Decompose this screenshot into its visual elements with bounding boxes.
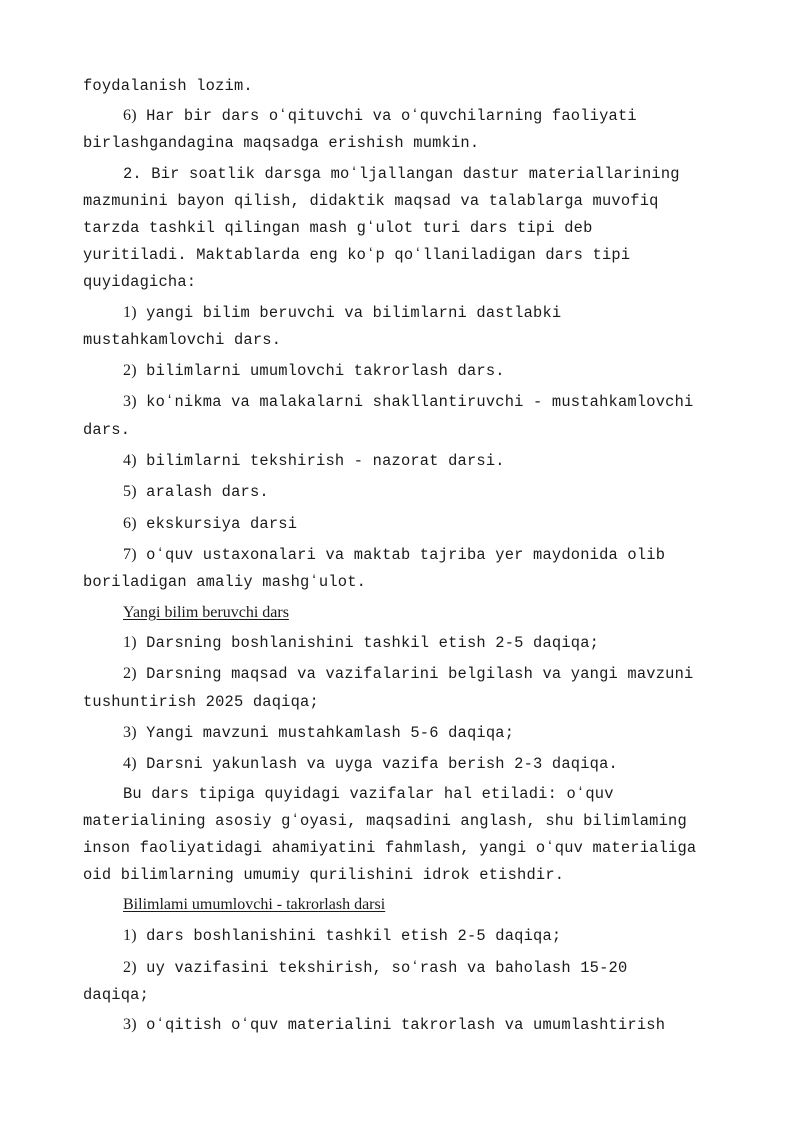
list-item-text: oʻqitish oʻquv materialini takrorlash va umumlashtirish: [146, 1016, 666, 1034]
list-item-text: bilimlarni umumlovchi takrorlash dars.: [146, 362, 505, 380]
list-item: [123, 361, 505, 381]
paragraph-line: Bu dars tipiga quyidagi vazifalar hal etiladi: oʻquv: [123, 785, 614, 803]
list-number: 1): [123, 304, 137, 321]
section-heading: Bilimlami umumlovchi - takrorlash darsi: [123, 896, 386, 913]
list-item: [123, 1015, 665, 1035]
list-item-text: Darsning maqsad va vazifalarini belgilash va yangi mavzuni: [146, 665, 694, 683]
paragraph-line: daqiqa;: [83, 986, 150, 1004]
list-number: 2): [123, 665, 137, 682]
list-number: 4): [123, 755, 137, 772]
list-item-text: Darsni yakunlash va uyga vazifa berish 2-3 daqiqa.: [146, 755, 618, 773]
list-number: 2): [123, 362, 137, 379]
paragraph-line: dars.: [83, 421, 131, 439]
list-item-text: yangi bilim beruvchi va bilimlarni dastlabki: [146, 304, 562, 322]
list-item-text: ekskursiya darsi: [146, 515, 298, 533]
list-number: 6): [123, 107, 137, 124]
list-item-text: oʻquv ustaxonalari va maktab tajriba yer maydonida olib: [146, 546, 666, 564]
list-number: 5): [123, 483, 137, 500]
paragraph-line: mustahkamlovchi dars.: [83, 331, 282, 349]
list-number: 1): [123, 927, 137, 944]
list-number: 2): [123, 959, 137, 976]
list-item: [123, 451, 505, 471]
list-item: [123, 482, 269, 502]
list-item-text: dars boshlanishini tashkil etish 2-5 daqiqa;: [146, 927, 562, 945]
list-item: [123, 545, 665, 565]
paragraph-line: 2. Bir soatlik darsga moʻljallangan dastur materiallarining: [123, 165, 680, 183]
list-item: [123, 958, 627, 978]
list-item: [123, 723, 514, 743]
list-item: [123, 303, 561, 323]
paragraph-line: oid bilimlarning umumiy qurilishini idrok etishdir.: [83, 866, 565, 884]
list-number: 3): [123, 1016, 137, 1033]
list-item-text: Yangi mavzuni mustahkamlash 5-6 daqiqa;: [146, 724, 515, 742]
list-number: 1): [123, 634, 137, 651]
list-item-text: Darsning boshlanishini tashkil etish 2-5 daqiqa;: [146, 634, 600, 652]
list-number: 4): [123, 452, 137, 469]
list-item-text: bilimlarni tekshirish - nazorat darsi.: [146, 452, 505, 470]
paragraph-line: foydalanish lozim.: [83, 77, 253, 95]
list-item: [123, 106, 637, 126]
paragraph-line: mazmunini bayon qilish, didaktik maqsad va talablarga muvofiq: [83, 192, 659, 210]
list-number: 3): [123, 724, 137, 741]
paragraph-line: tarzda tashkil qilingan mash gʻulot turi dars tipi deb: [83, 219, 593, 237]
list-item: [123, 514, 297, 534]
paragraph-line: inson faoliyatidagi ahamiyatini fahmlash, yangi oʻquv materialiga: [83, 839, 697, 857]
list-item-text: uy vazifasini tekshirish, soʻrash va baholash 15-20: [146, 959, 628, 977]
list-item: [123, 633, 599, 653]
paragraph-line: birlashgandagina maqsadga erishish mumkin.: [83, 134, 480, 152]
list-number: 7): [123, 546, 137, 563]
list-number: 6): [123, 515, 137, 532]
list-item: [123, 754, 618, 774]
paragraph-line: tushuntirish 2025 daqiqa;: [83, 693, 319, 711]
paragraph-line: yuritiladi. Maktablarda eng koʻp qoʻllaniladigan dars tipi: [83, 246, 631, 264]
list-item: [123, 926, 561, 946]
list-item-text: aralash dars.: [146, 483, 269, 501]
section-heading: Yangi bilim beruvchi dars: [123, 604, 289, 621]
list-number: 3): [123, 393, 137, 410]
list-item: [123, 392, 693, 412]
paragraph-line: materialining asosiy gʻoyasi, maqsadini anglash, shu bilimlaming: [83, 812, 687, 830]
list-item-text: koʻnikma va malakalarni shakllantiruvchi - mustahkamlovchi: [146, 393, 694, 411]
paragraph-line: quyidagicha:: [83, 273, 197, 291]
paragraph-line: boriladigan amaliy mashgʻulot.: [83, 573, 367, 591]
list-item: [123, 664, 693, 684]
list-item-text: Har bir dars oʻqituvchi va oʻquvchilarning faoliyati: [146, 107, 637, 125]
